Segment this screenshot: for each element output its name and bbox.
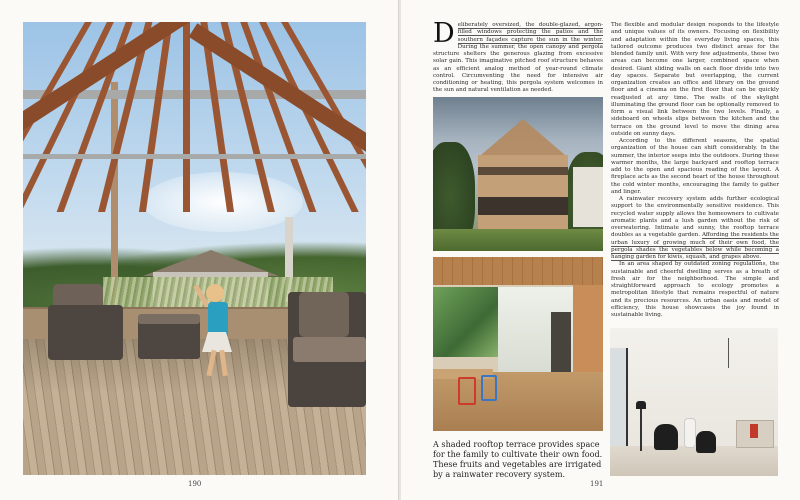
- intro-text: During the summer, the open canopy and pergola structure shelters the generous glazing from excessive solar gain. This imaginative pitched roof structure behaves as an efficient analog method of year-round climate control. Circumventing the need for intensive air conditioning or heating, this pergola system welcomes in the sun and natural ventilation as needed.: [433, 43, 603, 94]
- photo-egg-chair: [654, 424, 678, 450]
- left-page: [0, 0, 399, 500]
- photo-egg-chair: [696, 431, 716, 453]
- article-highlighted-text: Affording the residents the urban luxury of growing much of their own food, the pergola shades the vegetables below while becoming a hanging garden for kiwis, squash, and grapes above.: [611, 232, 779, 260]
- photo-decor-item: [750, 424, 758, 438]
- article-intro-paragraph: [433, 18, 603, 95]
- article-text: A rainwater recovery system adds further ecological support to the environmentally sensitive residence. This recycled water supply allows the homeowners to cultivate aromatic plants and a lush garden without the risk of overwatering. Intimate and sunny, the rooftop terrace doubles as a vegetable garden.: [611, 196, 779, 239]
- article-paragraph: [611, 196, 779, 261]
- photo-floor-lamp: [640, 406, 642, 451]
- photo-pergola-roof: [481, 119, 565, 155]
- photo-doorway: [551, 312, 571, 372]
- photo-balcony-band: [478, 167, 568, 175]
- photo-wood-ceiling: [433, 257, 603, 285]
- photo-window: [610, 348, 628, 458]
- photo-child-head: [206, 284, 224, 302]
- rooftop-terrace-photo: [23, 22, 366, 475]
- photo-garden-window: [433, 287, 498, 357]
- photo-sofa-right-cushion: [299, 292, 349, 337]
- article-column-1: [433, 18, 603, 95]
- photo-floor: [610, 446, 778, 476]
- photo-red-chair: [458, 377, 476, 405]
- photo-neighbor-wall: [573, 167, 603, 227]
- photo-caption: A shaded rooftop terrace provides space for the family to cultivate their own food. These fruits and vegetables are irrigated by a rainwater recovery system.: [433, 439, 603, 479]
- interior-dining-photo: [433, 257, 603, 431]
- article-column-2: [611, 22, 779, 319]
- photo-sofa-left: [48, 305, 123, 360]
- photo-blue-chair: [481, 375, 497, 401]
- page-number-right: 191: [590, 480, 604, 488]
- pergola-rafter: [183, 22, 190, 212]
- photo-ground-floor-glazing: [478, 197, 568, 215]
- article-paragraph: The flexible and modular design responds to the lifestyle and unique values of its owners. Focusing on flexibility and adaptation within the everyday living spaces, this tailored outcome produces two distinct areas for the blended family unit. With very few adjustments, these two areas can become one larger, combined space when desired. Giant sliding walls on each floor divide into two day spaces. Separate but overlapping, the current organization creates an office and library on the ground floor and a cinema on the first floor that can be quickly readjusted at any time. The walls of the skylight illuminating the ground floor can be optionally removed to form a visual link between the two levels. Finally, a sideboard on wheels slips between the kitchen and the terrace on the ground level to move the dining area outside on sunny days.: [611, 22, 779, 137]
- photo-pendant-light: [728, 338, 729, 368]
- article-paragraph: According to the different seasons, the spatial organization of the house can shift considerably. In the summer, the interior seeps into the outdoors. During these warmer months, the large backyard and rooftop terrace add to the open and spacious reading of the layout. A fireplace acts as the second heart of the house throughout the cold winter months, encouraging the family to gather and linger.: [611, 138, 779, 195]
- intro-highlighted-text: eliberately oversized, the double-glazed, argon-filled windows protecting the patios and the southern façades capture the sun in the winter.: [457, 22, 603, 43]
- living-room-photo: [610, 328, 778, 476]
- drop-cap: D: [433, 18, 455, 49]
- article-paragraph: In an area shaped by outdated zoning regulations, the sustainable and cheerful dwelling serves as a breath of fresh air for the neighborhood. The simple and straightforward approach to ecology promotes a metropolitan lifestyle that remains respectful of nature and its precious resources. An urban oasis and model of efficiency, this house showcases the joy found in sustainable living.: [611, 261, 779, 318]
- house-exterior-photo: [433, 97, 603, 251]
- photo-lamp-shade: [636, 401, 646, 409]
- photo-person: [684, 418, 696, 448]
- photo-ottoman-cushion: [138, 314, 200, 324]
- pergola-tie-rod: [23, 154, 366, 159]
- photo-sofa-right-seat: [293, 337, 366, 362]
- page-number-left: 190: [188, 480, 202, 488]
- photo-lawn: [433, 229, 603, 251]
